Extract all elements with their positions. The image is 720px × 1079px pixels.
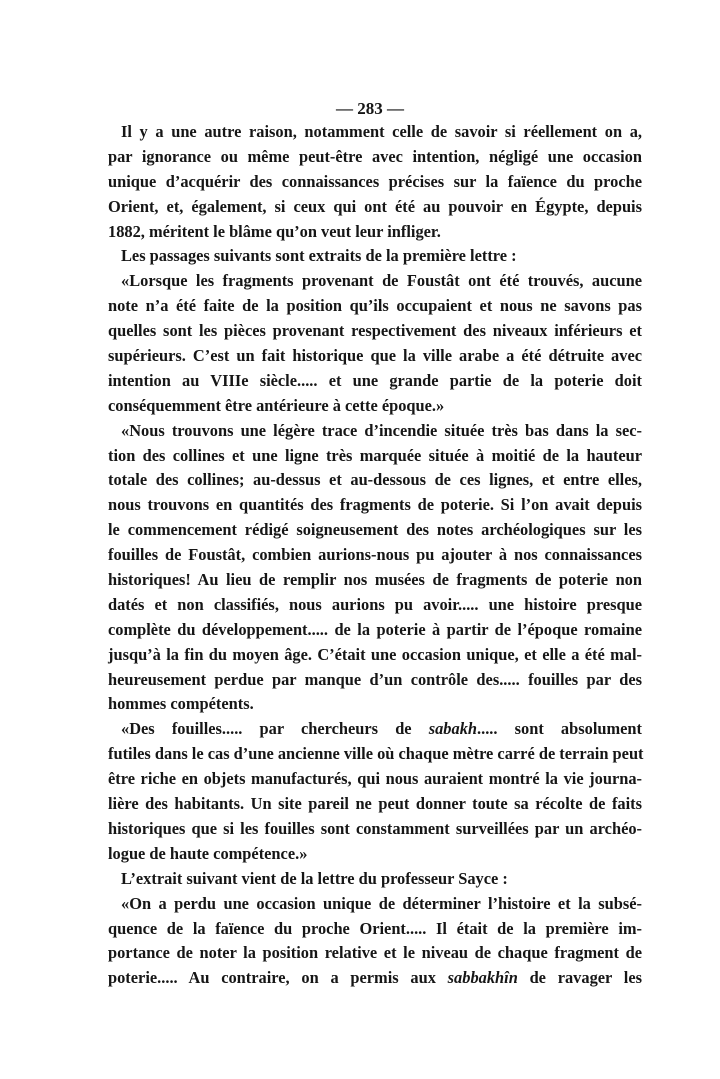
text-segment: poterie..... Au contraire, on a permis aux	[108, 968, 448, 988]
text-line: le commencement rédigé soigneusement des notes archéologiques sur les	[108, 520, 642, 540]
paragraph	[108, 419, 642, 718]
text-line: jusqu’à la fin du moyen âge. C’était une occasion unique, et elle a été mal-	[108, 644, 642, 664]
body-text	[108, 120, 642, 991]
text-line: complète du développement..... de la poterie à partir de l’époque romaine	[108, 619, 642, 639]
text-line: historiques que si les fouilles sont constamment surveillées par un archéo-	[108, 818, 642, 838]
text-line	[108, 717, 642, 742]
text-line: quelles sont les pièces provenant respectivement des niveaux inférieurs et	[108, 321, 642, 341]
text-line: Orient, et, également, si ceux qui ont été au pouvoir en Égypte, depuis	[108, 196, 642, 216]
text-line: lière des habitants. Un site pareil ne peut donner toute sa récolte de faits	[108, 794, 642, 814]
text-line: par ignorance ou même peut-être avec intention, négligé une occasion	[108, 146, 642, 166]
text-line: être riche en objets manufacturés, qui nous auraient montré la vie journa-	[108, 769, 642, 789]
text-line: supérieurs. C’est un fait historique que la ville arabe a été détruite avec	[108, 346, 642, 366]
text-line: nous trouvons en quantités des fragments de poterie. Si l’on avait depuis	[108, 495, 642, 515]
text-line: note n’a été faite de la position qu’ils occupaient et nous ne savons pas	[108, 296, 642, 316]
text-line: «Nous trouvons une légère trace d’incendie située très bas dans la sec-	[121, 420, 642, 440]
text-line: Il y a une autre raison, notamment celle de savoir si réellement on a,	[121, 122, 642, 141]
paragraph	[108, 269, 642, 418]
paragraph	[108, 244, 642, 269]
text-line: historiques! Au lieu de remplir nos musées de fragments de poterie non	[108, 570, 642, 590]
text-line: quence de la faïence du proche Orient..... Il était de la première im-	[108, 918, 642, 938]
text-segment: de ravager les	[517, 968, 642, 988]
text-line: logue de haute compétence.»	[108, 843, 308, 863]
text-line: portance de noter la position relative et le niveau de chaque fragment de	[108, 943, 642, 963]
text-line: intention au VIIIe siècle..... et une grande partie de la poterie doit	[108, 370, 642, 390]
text-line: tion des collines et une ligne très marquée située à moitié de la hauteur	[108, 445, 642, 465]
text-line: conséquemment être antérieure à cette époque.»	[108, 395, 445, 415]
italic-term: sabbakhîn	[447, 968, 518, 988]
paragraph	[108, 892, 642, 992]
text-line: 1882, méritent le blâme qu’on veut leur infliger.	[108, 221, 441, 241]
paragraph	[108, 717, 642, 866]
text-line: heureusement perdue par manque d’un contrôle des..... fouilles par des	[108, 669, 642, 689]
text-line: futiles dans le cas d’une ancienne ville où chaque mètre carré de terrain peut	[108, 744, 644, 764]
text-segment: «Des fouilles..... par chercheurs de	[121, 719, 429, 739]
text-line: «Lorsque les fragments provenant de Foustât ont été trouvés, aucune	[121, 271, 642, 291]
text-line: L’extrait suivant vient de la lettre du professeur Sayce :	[121, 868, 508, 888]
paragraph	[108, 120, 642, 244]
text-line: hommes compétents.	[108, 694, 254, 714]
text-line: fouilles de Foustât, combien aurions-nous pu ajouter à nos connaissances	[108, 545, 642, 565]
page-number: — 283 —	[336, 99, 404, 118]
text-segment: ..... sont absolument	[477, 719, 642, 739]
paragraph	[108, 867, 642, 892]
text-line: «On a perdu une occasion unique de déterminer l’histoire et la subsé-	[121, 893, 642, 913]
text-line: unique d’acquérir des connaissances précises sur la faïence du proche	[108, 171, 642, 191]
text-line: totale des collines; au-dessus et au-dessous de ces lignes, et entre elles,	[108, 470, 642, 490]
text-line	[108, 966, 642, 991]
text-line: datés et non classifiés, nous aurions pu avoir..... une histoire presque	[108, 594, 642, 614]
italic-term: sabakh	[428, 719, 478, 739]
text-line: Les passages suivants sont extraits de la première lettre :	[121, 246, 517, 266]
